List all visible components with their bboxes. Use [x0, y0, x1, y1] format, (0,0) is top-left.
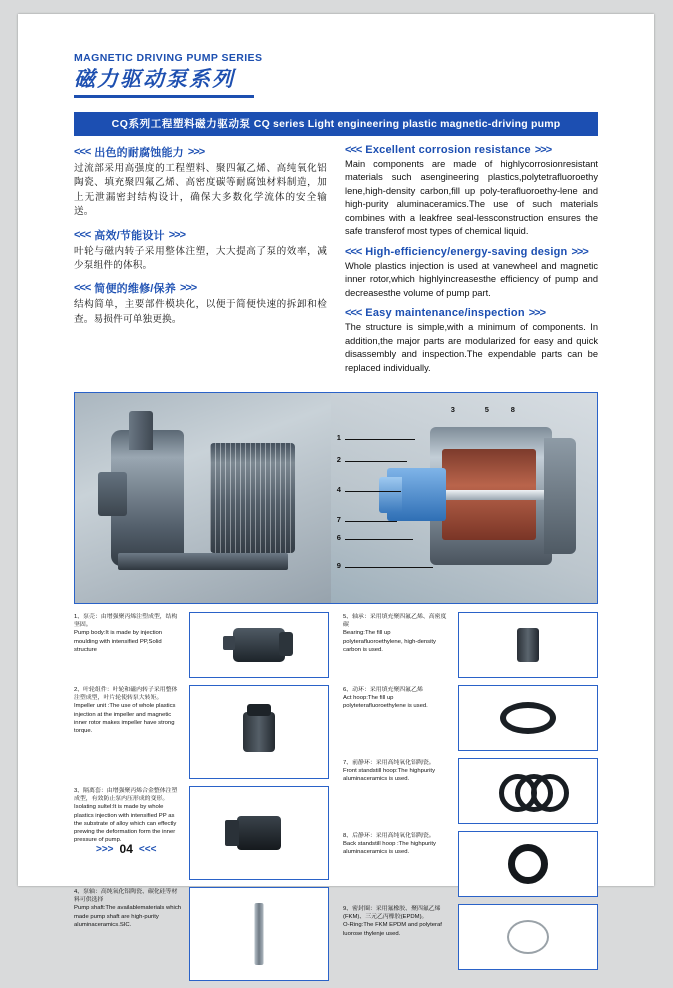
chevron-right-icon: >>>: [534, 144, 552, 156]
pump-inlet-shape: [98, 472, 127, 516]
callout-6: 6: [336, 533, 341, 543]
bearing-part-icon: [517, 628, 539, 662]
part-8-image: [458, 831, 598, 897]
product-photo-band: [74, 392, 598, 604]
part-7-caption-cn: 7、前静环：采用高纯氧化铝陶瓷。: [343, 760, 435, 767]
callout-4: 4: [336, 485, 341, 495]
part-7-image: [458, 758, 598, 824]
part-item-9: [343, 904, 598, 970]
pump-shaft-part-icon: [254, 903, 263, 965]
feature-cn-2: [74, 227, 327, 274]
part-1-caption-en: Pump body:It is made by injection moulding with intensified PP,Solid structure: [74, 630, 163, 653]
cutaway-inlet-shape: [379, 477, 403, 513]
leader-line-9: [345, 567, 433, 568]
feature-cn-2-heading: [74, 227, 327, 243]
feature-cn-1-heading: [74, 144, 327, 160]
part-9-image: [458, 904, 598, 970]
feature-en-2-heading: [345, 246, 598, 258]
part-1-caption: [74, 612, 183, 678]
part-6-caption-cn: 6、动环：采用填充聚四氟乙烯: [343, 687, 423, 694]
feature-cn-2-title: 高效/节能设计: [94, 229, 165, 242]
leader-line-2: [345, 461, 407, 462]
chevron-right-icon: >>>: [571, 245, 588, 258]
feature-column-en: [345, 144, 598, 382]
callout-8: 8: [510, 405, 515, 415]
part-3-image: [189, 786, 329, 880]
chevron-left-icon: <<<: [345, 144, 362, 156]
front-standstill-hoop-part-icon: [499, 774, 557, 808]
part-6-caption-en: Act hoop:The fill up polyteterafluoroethylene is used.: [343, 695, 428, 710]
part-item-8: [343, 831, 598, 897]
part-8-caption-en: Back standstill hoop :The highpurity aluminaceramics is used.: [343, 841, 436, 856]
part-item-6: [343, 685, 598, 751]
pump-body-part-icon: [233, 628, 285, 662]
chevron-right-icon: >>>: [168, 228, 186, 241]
part-3-caption-cn: 3、隔离套：由增强聚丙烯合金整体注塑成型，有效防止泵内压形成的变形。: [74, 788, 178, 803]
chevron-right-icon: >>>: [187, 146, 205, 158]
part-2-caption-cn: 2、叶轮组件：叶轮和磁内转子采用整体注塑成型，叶片轮使转泵大转矩。: [74, 687, 178, 702]
pump-photograph: [75, 393, 331, 603]
o-ring-part-icon: [507, 920, 549, 954]
chevron-left-icon: <<<: [74, 228, 91, 241]
part-6-caption: [343, 685, 452, 751]
header-chinese-title: 磁力驱动泵系列: [74, 68, 235, 91]
parts-column-right: [343, 612, 598, 988]
part-4-caption-en: Pump shaft:The availablematerials which made pump shaft are high-purity aluminaceramics.SIC.: [74, 905, 182, 928]
feature-en-3: [345, 307, 598, 375]
feature-cn-1-body: 过流部采用高强度的工程塑料、聚四氟乙烯、高纯氧化铝陶瓷、填充聚四氟乙烯、高密度碳等耐腐蚀材料制造，加上无泄漏密封结构设计，确保大多数化学流体的安全输送。: [74, 163, 327, 218]
pump-illustration: [111, 443, 295, 552]
product-title-cn: CQ系列工程塑料磁力驱动泵: [111, 118, 251, 130]
feature-en-1-body: Main components are made of highlycorrosionresistant materials such asengineering plastics,polytetrafluoroethy lene,high-density carbon,fill up poly-terafluoroethy-lene and high-purity aluminaceramics.The use of such materials combines with a leakfree seal-lessconstruction ensures the safe transferof most types of chemical liquid.: [345, 159, 598, 237]
chevron-left-icon: <<<: [345, 307, 362, 320]
feature-cn-3-body: 结构简单，主要部件模块化，以便于简便快速的拆卸和检查。易损件可单独更换。: [74, 299, 327, 325]
part-5-caption-en: Bearing:The fill up polyterafluoroethylene, high-density carbon is used.: [343, 630, 436, 653]
page-footer: [96, 842, 156, 856]
cutaway-illustration: [379, 427, 576, 566]
pump-outlet-shape: [129, 411, 153, 450]
header-chinese-title-block: [74, 68, 264, 98]
chevron-right-icon: >>>: [528, 307, 546, 320]
leader-line-7: [345, 521, 397, 522]
feature-columns: [74, 144, 598, 382]
page-number: 04: [119, 842, 133, 856]
header-underline: [74, 95, 254, 98]
feature-column-cn: [74, 144, 327, 382]
product-title-en: CQ series Light engineering plastic magnetic-driving pump: [253, 118, 561, 130]
feature-en-2: [345, 246, 598, 300]
back-standstill-hoop-part-icon: [508, 844, 548, 884]
feature-cn-3-heading: [74, 280, 327, 296]
part-2-caption: [74, 685, 183, 779]
feature-en-3-heading: [345, 307, 598, 319]
part-3-caption: [74, 786, 183, 880]
callout-5: 5: [484, 405, 489, 415]
part-4-caption: [74, 887, 183, 981]
part-5-image: [458, 612, 598, 678]
act-hoop-part-icon: [500, 702, 556, 734]
part-item-2: [74, 685, 329, 779]
part-2-caption-en: Impeller unit :The use of whole plastics injection at the impeller and magnetic inner rotor makes impeller have strong torque.: [74, 703, 176, 734]
chevron-left-icon: <<<: [74, 146, 91, 158]
part-item-4: [74, 887, 329, 981]
pump-base-shape: [118, 553, 287, 570]
feature-en-2-title: High-efficiency/energy-saving design: [365, 245, 568, 258]
part-5-caption-cn: 5、轴承：采用填充聚四氟乙烯、高密度碳: [343, 614, 447, 629]
footer-chevron-right-icon: >>>: [96, 843, 114, 855]
page-inner: [40, 28, 632, 937]
callout-1: 1: [336, 433, 341, 443]
header-english-title: MAGNETIC DRIVING PUMP SERIES: [74, 52, 263, 64]
product-title-bar: [74, 112, 598, 136]
footer-chevron-left-icon: <<<: [138, 843, 157, 855]
part-4-caption-cn: 4、泵轴：高纯氧化铝陶瓷、碳化硅等材料可供选择: [74, 889, 178, 904]
part-item-7: [343, 758, 598, 824]
part-5-caption: [343, 612, 452, 678]
feature-cn-1: [74, 144, 327, 220]
part-9-caption: [343, 904, 452, 970]
part-7-caption-en: Front standstill hoop:The highpurity aluminaceramics is used.: [343, 768, 436, 783]
impeller-unit-part-icon: [243, 712, 275, 752]
feature-cn-1-title: 出色的耐腐蚀能力: [94, 147, 184, 159]
feature-en-1-heading: [345, 144, 598, 156]
feature-cn-3: [74, 280, 327, 327]
feature-cn-3-title: 简便的维修/保养: [94, 283, 176, 296]
part-2-image: [189, 685, 329, 779]
parts-column-left: [74, 612, 329, 988]
part-item-3: [74, 786, 329, 880]
parts-list: [74, 612, 598, 988]
leader-line-4: [345, 491, 401, 492]
part-item-5: [343, 612, 598, 678]
feature-en-3-body: The structure is simple,with a minimum of components. In addition,the major parts are modularized for easy and quick disassembly and inspection.The expendable parts can be replaced individually.: [345, 322, 598, 373]
part-8-caption: [343, 831, 452, 897]
callout-9: 9: [336, 561, 341, 571]
chevron-left-icon: <<<: [345, 245, 362, 258]
feature-en-3-title: Easy maintenance/inspection: [365, 307, 525, 320]
part-3-caption-en: Isolating sultel:It is made by whole plastics injection with intensified PP as the substrate of alloy which can effectly prewing the deformation form the inner pressure of pump.: [74, 804, 177, 843]
part-8-caption-cn: 8、后静环：采用高纯氧化铝陶瓷。: [343, 833, 435, 840]
callout-3: 3: [450, 405, 455, 415]
callout-2: 2: [336, 455, 341, 465]
leader-line-1: [345, 439, 415, 440]
part-1-image: [189, 612, 329, 678]
part-9-caption-en: O-Ring:The FKM EPDM and polyteraf luorose thylenje used.: [343, 922, 442, 937]
chevron-right-icon: >>>: [179, 282, 197, 295]
part-4-image: [189, 887, 329, 981]
chevron-left-icon: <<<: [74, 282, 91, 295]
callout-7: 7: [336, 515, 341, 525]
cutaway-endcap-shape: [544, 438, 576, 554]
feature-en-1-title: Excellent corrosion resistance: [365, 144, 531, 156]
pump-cutaway-diagram: [331, 393, 597, 603]
isolation-sleeve-part-icon: [237, 816, 281, 850]
feature-en-1: [345, 144, 598, 239]
feature-en-2-body: Whole plastics injection is used at vanewheel and magnetic inner rotor,which highlyincreasesthe efficiency of pump and decreasesthe volume of pump part.: [345, 260, 598, 298]
catalog-page: [18, 14, 654, 937]
motor-fins-shape: [210, 443, 295, 552]
leader-line-6: [345, 539, 413, 540]
part-7-caption: [343, 758, 452, 824]
part-1-caption-cn: 1、泵壳：由增强聚丙烯注塑成型，结构坚固。: [74, 614, 178, 629]
feature-cn-2-body: 叶轮与磁内转子采用整体注塑，大大提高了泵的效率，减少泵组件的体积。: [74, 245, 327, 271]
part-9-caption-cn: 9、密封圈：采用氟橡胶、聚四氟乙烯(FKM)、三元乙丙橡胶(EPDM)。: [343, 906, 441, 921]
part-6-image: [458, 685, 598, 751]
part-item-1: [74, 612, 329, 678]
cutaway-shaft-shape: [446, 490, 545, 500]
